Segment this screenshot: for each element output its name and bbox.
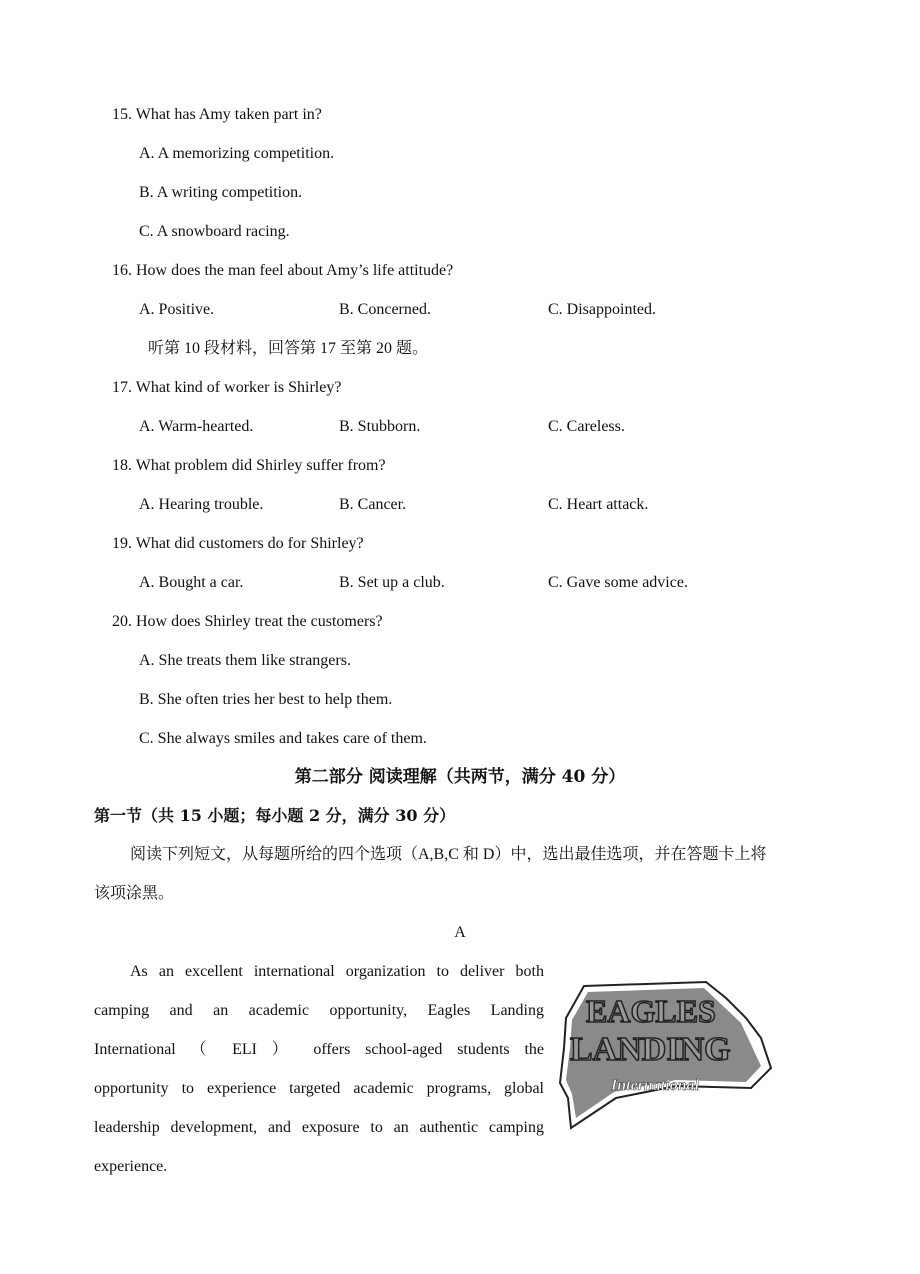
passage-line: camping and an academic opportunity, Eagles Landing	[94, 1002, 544, 1019]
logo-text-landing: LANDING	[570, 1031, 731, 1068]
logo-text-international: International	[611, 1077, 700, 1094]
option: C. She always smiles and takes care of them.	[139, 730, 427, 747]
question-16: 16. How does the man feel about Amy’s life attitude?	[112, 262, 454, 279]
passage-line: experience.	[94, 1158, 168, 1175]
question-19: 19. What did customers do for Shirley?	[112, 535, 364, 552]
option: C. Heart attack.	[548, 496, 649, 513]
question-15: 15. What has Amy taken part in?	[112, 106, 322, 123]
passage-line: leadership development, and exposure to an authentic camping	[94, 1119, 544, 1136]
passage-line: International （ ELI ） offers school-aged students the	[94, 1041, 544, 1058]
option: C. A snowboard racing.	[139, 223, 290, 240]
passage-line: opportunity to experience targeted academic programs, global	[94, 1080, 544, 1097]
option: B. She often tries her best to help them.	[139, 691, 393, 708]
option: A. Hearing trouble.	[139, 496, 264, 513]
logo-text-eagles: EAGLES	[586, 993, 716, 1029]
passage-label: A	[454, 924, 466, 941]
question-18: 18. What problem did Shirley suffer from?	[112, 457, 386, 474]
question-17: 17. What kind of worker is Shirley?	[112, 379, 342, 396]
option: A. She treats them like strangers.	[139, 652, 351, 669]
section-instruction: 阅读下列短文，从每题所给的四个选项（A,B,C 和 D）中，选出最佳选项，并在答题卡上将	[130, 846, 767, 863]
option: C. Careless.	[548, 418, 625, 435]
option: B. Set up a club.	[339, 574, 445, 591]
option: A. Positive.	[139, 301, 215, 318]
section-instruction-cont: 该项涂黑。	[94, 885, 175, 902]
option: B. A writing competition.	[139, 184, 303, 201]
section-title: 第一节（共 15 小题；每小题 2 分，满分 30 分）	[94, 806, 456, 825]
instruction: 听第 10 段材料，回答第 17 至第 20 题。	[148, 340, 429, 357]
eagles-landing-logo	[556, 978, 776, 1133]
option: B. Cancer.	[339, 496, 407, 513]
option: B. Stubborn.	[339, 418, 421, 435]
passage-line: As an excellent international organization to deliver both	[130, 963, 544, 980]
option: C. Disappointed.	[548, 301, 656, 318]
option: A. A memorizing competition.	[139, 145, 335, 162]
question-20: 20. How does Shirley treat the customers?	[112, 613, 383, 630]
option: C. Gave some advice.	[548, 574, 688, 591]
option: A. Bought a car.	[139, 574, 244, 591]
option: A. Warm-hearted.	[139, 418, 254, 435]
option: B. Concerned.	[339, 301, 431, 318]
part-title: 第二部分 阅读理解（共两节，满分 40 分）	[294, 767, 626, 787]
